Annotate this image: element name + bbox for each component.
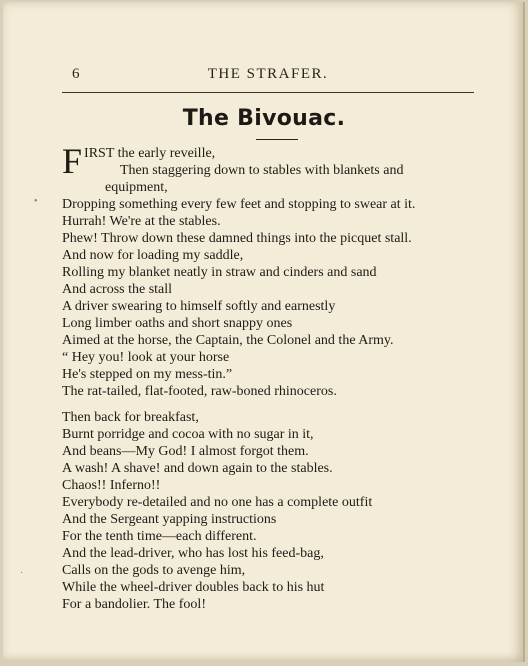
poem-line: For the tenth time—each different. [62, 529, 257, 544]
poem-line: “ Hey you! look at your horse [62, 350, 230, 365]
poem-title: The Bivouac. [182, 106, 346, 131]
poem-line: Calls on the gods to avenge him, [62, 563, 246, 578]
poem-line: Dropping something every few feet and stopping to swear at it. [62, 197, 416, 212]
poem-line: equipment, [105, 180, 168, 195]
poem-body [62, 141, 480, 613]
paper-speck: • [34, 196, 38, 207]
poem-line: And across the stall [62, 282, 173, 297]
poem-line: And beans—My God! I almost forgot them. [62, 444, 309, 459]
poem-line: Then staggering down to stables with blankets and [120, 163, 404, 178]
running-title: THE STRAFER. [207, 66, 329, 82]
poem-line: And the lead-driver, who has lost his feed-bag, [62, 546, 324, 561]
poem-line: Burnt porridge and cocoa with no sugar in it, [62, 427, 314, 442]
page-number: 6 [72, 66, 80, 82]
poem-line: While the wheel-driver doubles back to his hut [62, 580, 325, 595]
poem-line: Long limber oaths and short snappy ones [62, 316, 293, 331]
poem-line: Then back for breakfast, [62, 410, 199, 425]
poem-line: And now for loading my saddle, [62, 248, 244, 263]
poem-line: And the Sergeant yapping instructions [62, 512, 277, 527]
poem-line: For a bandolier. The fool! [62, 597, 206, 612]
poem-line: A wash! A shave! and down again to the stables. [62, 461, 333, 476]
drop-cap: F [62, 141, 83, 181]
poem-line: A driver swearing to himself softly and earnestly [62, 299, 336, 314]
poem-line: Aimed at the horse, the Captain, the Colonel and the Army. [62, 333, 394, 348]
running-header [62, 66, 474, 93]
title-rule [256, 139, 298, 140]
stanza-break [62, 400, 480, 409]
poem-line: He's stepped on my mess-tin.” [62, 367, 233, 382]
poem-line: Rolling my blanket neatly in straw and cinders and sand [62, 265, 377, 280]
poem-line: Everybody re-detailed and no one has a complete outfit [62, 495, 373, 510]
paper-speck: · [20, 568, 24, 579]
poem-line: Phew! Throw down these damned things into the picquet stall. [62, 231, 412, 246]
poem-line: Hurrah! We're at the stables. [62, 214, 221, 229]
poem-line: Chaos!! Inferno!! [62, 478, 161, 493]
poem-line: The rat-tailed, flat-footed, raw-boned rhinoceros. [62, 384, 337, 399]
poem-line-text: IRST the early reveille, [84, 146, 216, 161]
